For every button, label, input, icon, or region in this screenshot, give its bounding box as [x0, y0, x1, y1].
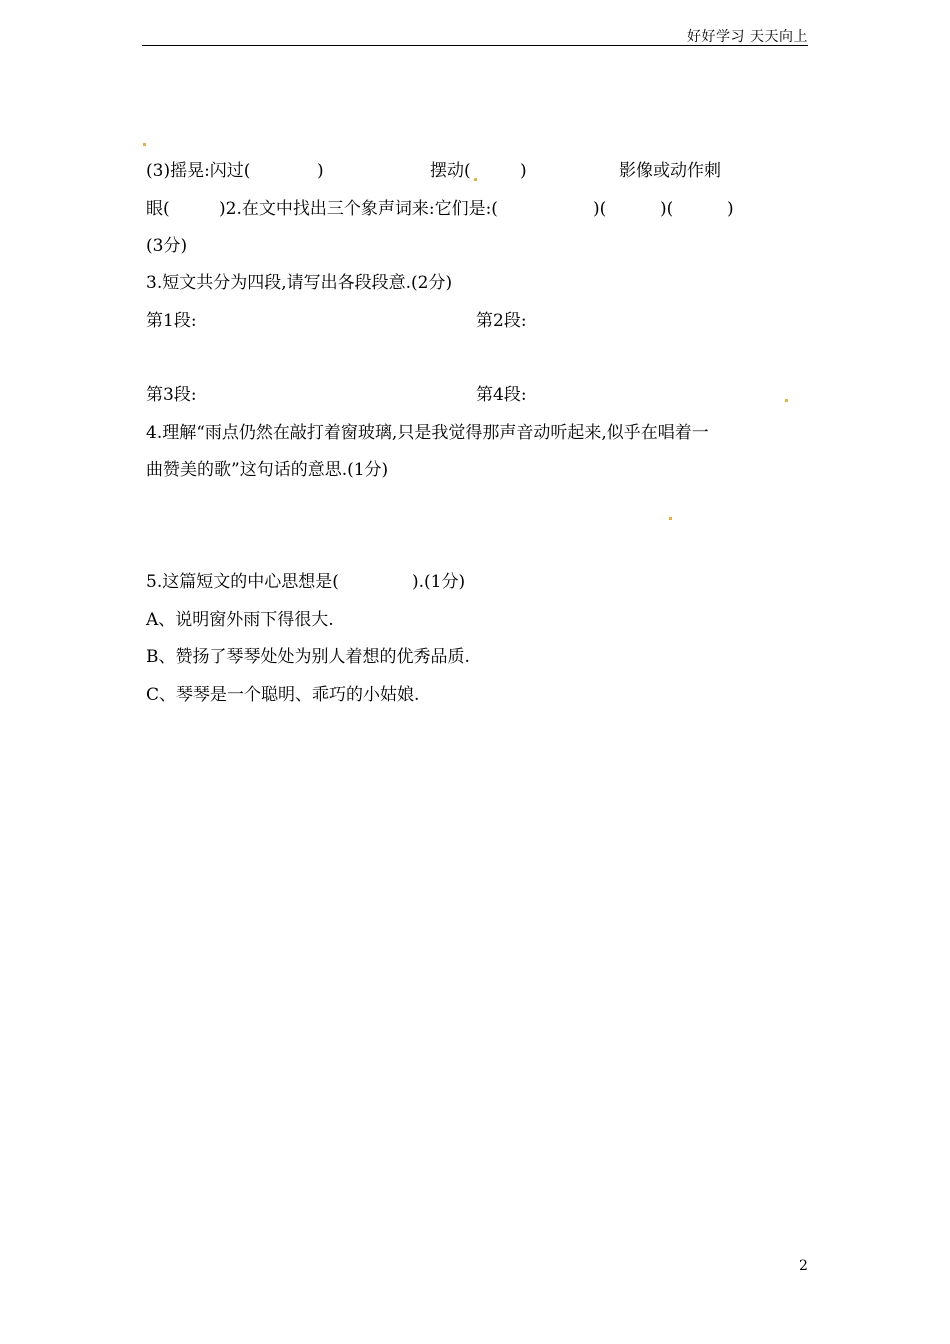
q4-question-line2: 曲赞美的歌”这句话的意思.(1分) [146, 460, 389, 480]
q2-paren-3: )( [660, 199, 674, 219]
q2-paren-4: ) [727, 199, 734, 219]
q3-question: 3.短文共分为四段,请写出各段段意.(2分) [146, 273, 453, 293]
q2-question: )2.在文中找出三个象声词来:它们是:( [219, 199, 498, 219]
q1-3-glare-label: 影像或动作刺 [619, 161, 721, 181]
q3-segment-2: 第2段: [476, 311, 527, 331]
q4-question-line1: 4.理解“雨点仍然在敲打着窗玻璃,只是我觉得那声音动听起来,似乎在唱着一 [146, 423, 709, 443]
q5-question: 5.这篇短文的中心思想是( [146, 572, 339, 592]
q1-3-swing-close: ) [520, 161, 527, 181]
decorative-dot [474, 178, 477, 181]
q1-3-glare-cont: 眼( [146, 199, 170, 219]
header-motto: 好好学习 天天向上 [687, 29, 808, 45]
q1-3-swing-label: 摆动( [430, 161, 471, 181]
q5-option-c: C、琴琴是一个聪明、乖巧的小姑娘. [146, 685, 420, 705]
q2-score: (3分) [146, 236, 188, 256]
q1-3-shake-close: ) [317, 161, 324, 181]
header-rule [142, 45, 808, 46]
q2-paren-2: )( [593, 199, 607, 219]
q5-option-b: B、赞扬了琴琴处处为别人着想的优秀品质. [146, 647, 470, 667]
q5-question-close: ).(1分) [412, 572, 466, 592]
q3-segment-4: 第4段: [476, 385, 527, 405]
q3-segment-3: 第3段: [146, 385, 197, 405]
q5-option-a: A、说明窗外雨下得很大. [146, 610, 334, 630]
q1-3-shake-label: (3)摇晃:闪过( [146, 161, 251, 181]
page-number: 2 [799, 1258, 808, 1274]
decorative-dot [143, 143, 146, 146]
decorative-dot [785, 399, 788, 402]
q3-segment-1: 第1段: [146, 311, 197, 331]
decorative-dot [669, 517, 672, 520]
